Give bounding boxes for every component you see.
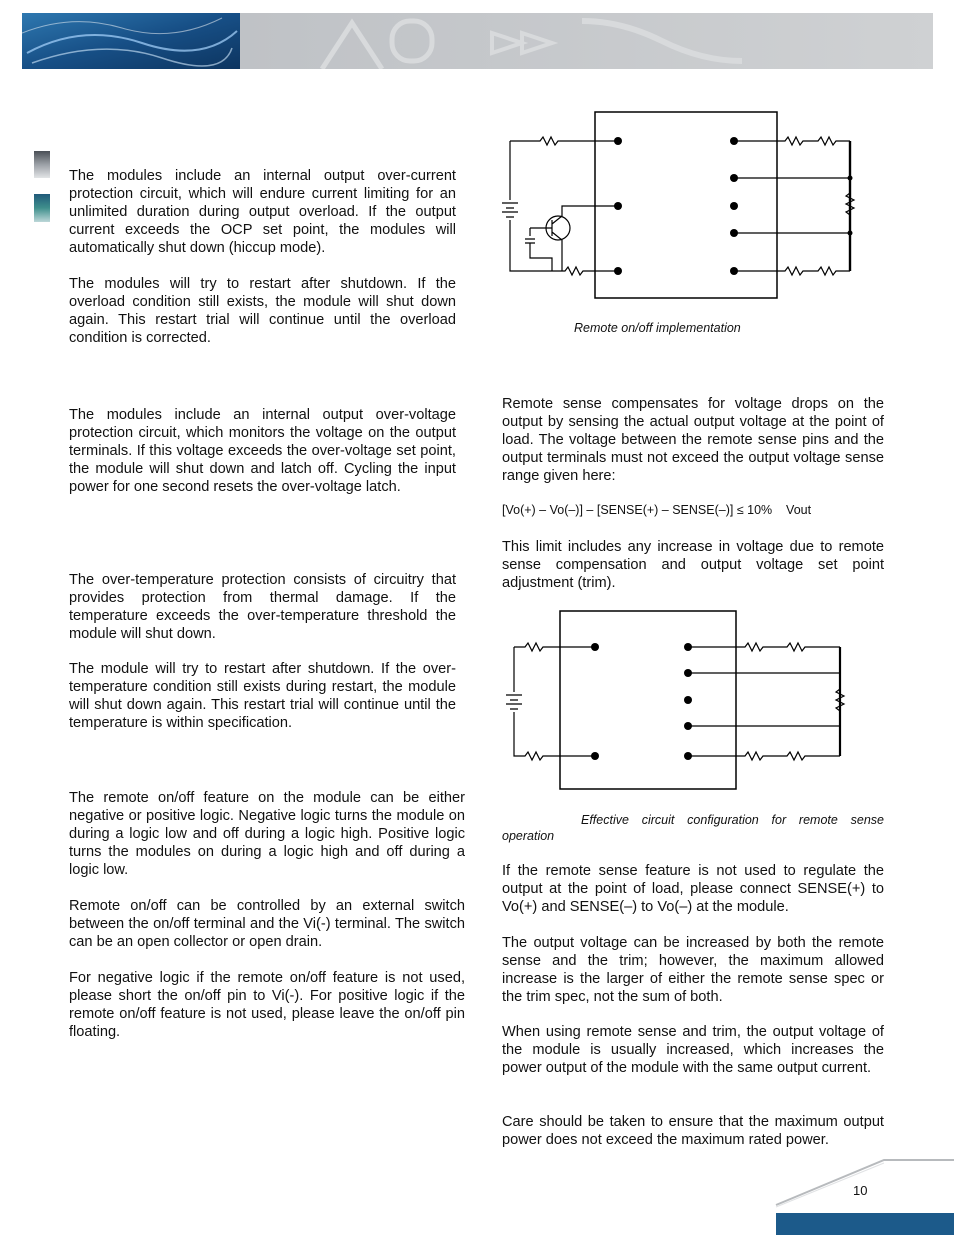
sense-formula: [Vo(+) – Vo(–)] – [SENSE(+) – SENSE(–)] ≤ 10% Vout: [502, 503, 812, 517]
otp-paragraph-2: The module will try to restart after shutdown. If the over-temperature condition still exists during restart, the module will shut down again. This restart trial will continue until the temperature is within specification.: [69, 661, 456, 731]
sense-paragraph-6: Care should be taken to ensure that the maximum output power does not exceed the maximum rated power.: [502, 1114, 884, 1148]
sense-paragraph-4: The output voltage can be increased by both the remote sense and the trim; however, the maximum allowed increase is the larger of either the remote sense spec or the trim spec, not the sum of both.: [502, 935, 884, 1005]
figure-2-caption: Effective circuit configuration for remote sense operation: [502, 813, 884, 843]
onoff-paragraph-1: The remote on/off feature on the module can be either negative or positive logic. Negative logic turns the module on during a logic low and off during a logic high. Positive logic turns the modules on during a logic high and off during a logic low.: [69, 790, 465, 878]
onoff-paragraph-2: Remote on/off can be controlled by an external switch between the on/off terminal and the Vi(-) terminal. The switch can be an open collector or open drain.: [69, 898, 465, 950]
section-marker-teal: [34, 194, 50, 222]
sense-paragraph-3: If the remote sense feature is not used to regulate the output at the point of load, please connect SENSE(+) to Vo(+) and SENSE(–) to Vo(–) at the module.: [502, 863, 884, 915]
section-marker-gray: [34, 151, 50, 178]
ocp-paragraph-2: The modules will try to restart after shutdown. If the overload condition still exists, the module will shut down again. This restart trial will continue until the overload condition is corrected.: [69, 276, 456, 346]
figure-1-caption: Remote on/off implementation: [574, 321, 741, 335]
ocp-paragraph-1: The modules include an internal output over-current protection circuit, which will endure current limiting for an unlimited duration during output overload. If the output current exceeds the OCP set point, the modules will automatically shut down (hiccup mode).: [69, 168, 456, 256]
remote-onoff-circuit-diagram: [500, 108, 865, 303]
remote-sense-circuit-diagram: [500, 607, 855, 792]
ovp-paragraph: The modules include an internal output over-voltage protection circuit, which monitors the voltage on the output terminals. If this voltage exceeds the over-voltage set point, the module will shut down and latch off. Cycling the input power for one second resets the over-voltage latch.: [69, 407, 456, 495]
onoff-paragraph-3: For negative logic if the remote on/off feature is not used, please short the on/off pin to Vi(-). For positive logic if the remote on/off feature is not used, please leave the on/off pin floating.: [69, 970, 465, 1040]
otp-paragraph-1: The over-temperature protection consists of circuitry that provides protection from thermal damage. If the temperature exceeds the over-temperature threshold the module will shut down.: [69, 572, 456, 642]
page-number: 10: [853, 1183, 868, 1198]
sense-paragraph-5: When using remote sense and trim, the output voltage of the module is usually increased, which increases the power output of the module with the same output current.: [502, 1024, 884, 1076]
header-banner: [22, 13, 933, 69]
sense-paragraph-1: Remote sense compensates for voltage drops on the output by sensing the actual output voltage at the point of load. The voltage between the remote sense pins and the output terminals must not exceed the output voltage sense range given here:: [502, 396, 884, 484]
sense-paragraph-2: This limit includes any increase in voltage due to remote sense compensation and output voltage set point adjustment (trim).: [502, 539, 884, 591]
